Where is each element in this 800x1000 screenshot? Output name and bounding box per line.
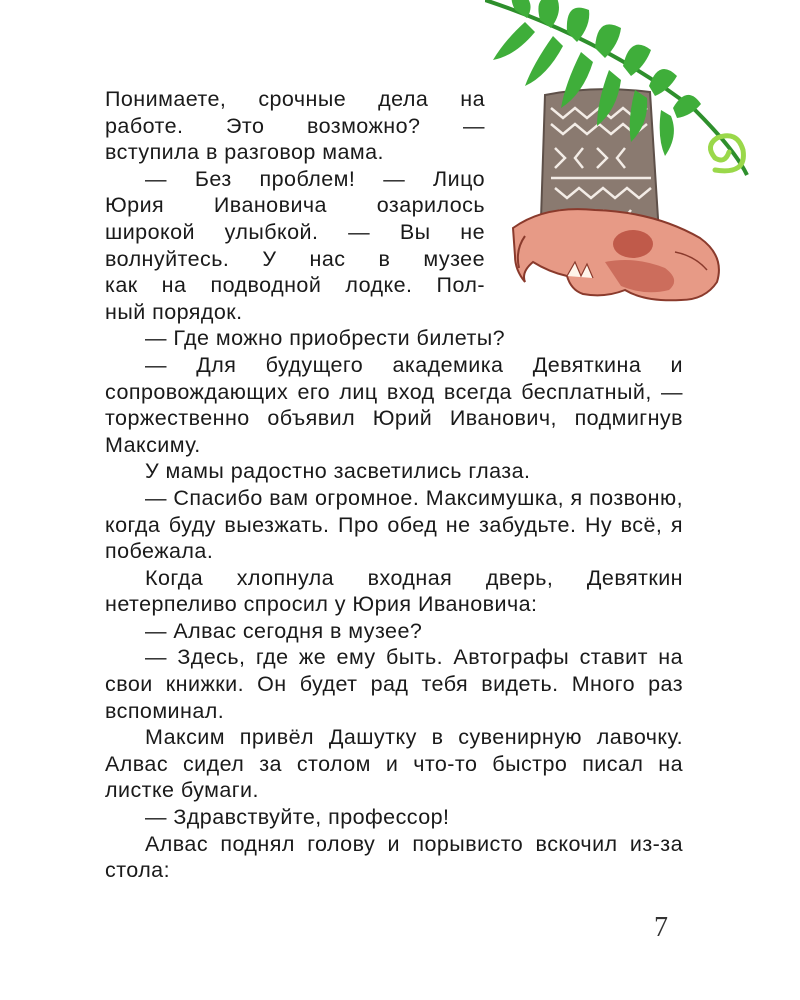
paragraph: — Где можно приобрести билеты?: [145, 326, 506, 351]
paragraph: Алвас поднял голову и порывисто вскочил из-за стола:: [105, 831, 683, 883]
paragraph: Когда хлопнула входная дверь, Девяткин нетерпеливо спросил у Юрия Ивановича:: [105, 565, 683, 617]
body-text: [105, 86, 683, 884]
paragraph: У мамы радостно засветились глаза.: [145, 459, 531, 484]
paragraph: Максим привёл Дашутку в сувенирную лавочку. Алвас сидел за столом и что-то быстро писал на листке бумаги.: [105, 725, 683, 803]
text-line: ный порядок.: [105, 299, 243, 324]
text-line: вступила в разговор мама.: [105, 140, 384, 165]
page-number: 7: [654, 912, 668, 943]
paragraph: — Для будущего академика Девяткина и сопровождающих его лиц вход всегда бесплатный, — торжественно объявил Юрий Иванович, подмигнув Максиму.: [105, 352, 683, 457]
text-line: волнуйтесь. У нас в музее: [105, 246, 485, 271]
text-line: широкой улыбкой. — Вы не: [105, 219, 485, 244]
paragraph: — Спасибо вам огромное. Максимушка, я позвоню, когда буду выезжать. Про обед не забудьте. Ну всё, я побежала.: [105, 485, 683, 564]
text-line: Понимаете, срочные дела на: [105, 87, 485, 111]
paragraph: — Здравствуйте, профессор!: [145, 805, 450, 830]
paragraph: [105, 166, 485, 326]
text-line: работе. Это возможно? —: [105, 113, 485, 138]
text-line: Юрия Ивановича озарилось: [105, 193, 485, 218]
text-line: как на подводной лодке. Пол-: [105, 273, 485, 298]
text-line: — Без проблем! — Лицо: [145, 166, 485, 191]
paragraph: [105, 86, 485, 166]
paragraph: — Алвас сегодня в музее?: [145, 618, 423, 643]
paragraph: — Здесь, где же ему быть. Автографы ставит на свои книжки. Он будет рад тебя видеть. Много раз вспоминал.: [105, 645, 683, 723]
